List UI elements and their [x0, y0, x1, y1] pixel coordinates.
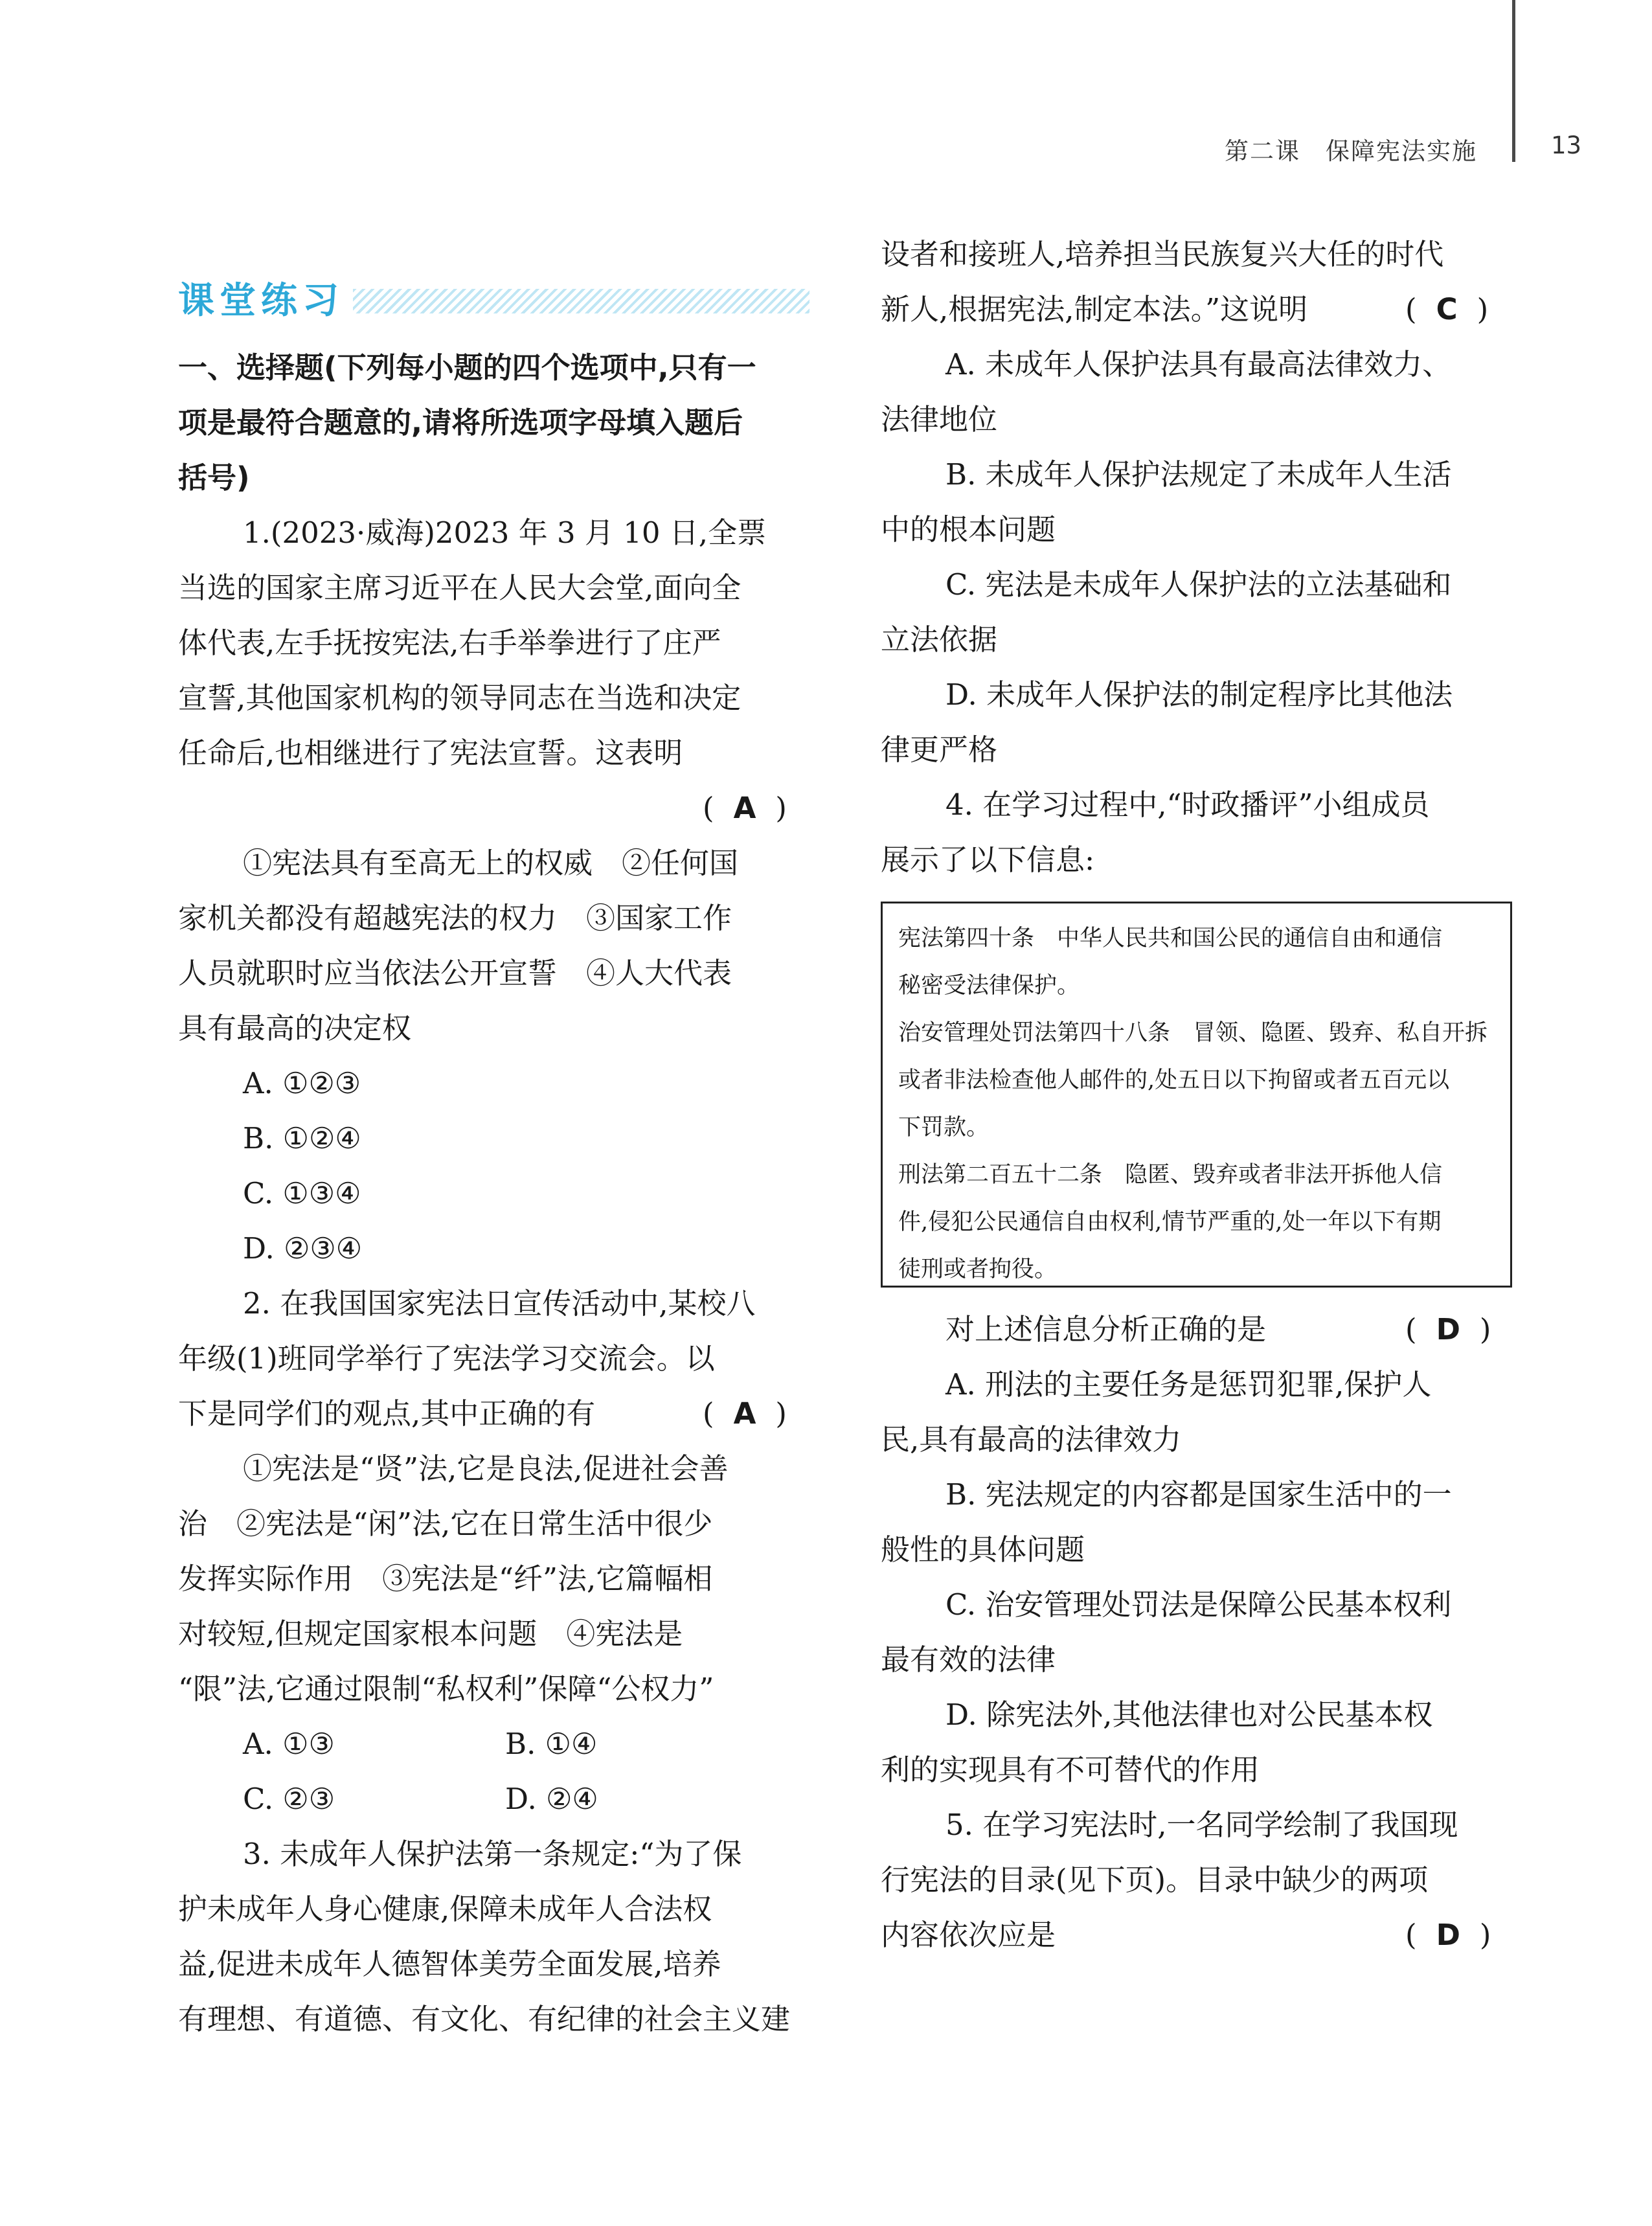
q3-option-c-cont: 立法依据: [881, 622, 998, 657]
info-box-line: 下罚款。: [898, 1115, 990, 1141]
q4-info-box: [881, 902, 1512, 1288]
q1-stem: 1.(2023·威海)2023 年 3 月 10 日,全票: [243, 516, 767, 550]
info-box-line: 治安管理处罚法第四十八条 冒领、隐匿、毁弃、私自开拆: [898, 1020, 1488, 1046]
q2-statement: 发挥实际作用 ③宪法是“纤”法,它篇幅相: [178, 1562, 713, 1596]
q1-stem: 当选的国家主席习近平在人民大会堂,面向全: [178, 571, 741, 605]
q3-option-d: D. 未成年人保护法的制定程序比其他法: [945, 677, 1453, 712]
q2-option-d: D. ②④: [505, 1782, 598, 1816]
q3-stem: 设者和接班人,培养担当民族复兴大任的时代: [881, 237, 1444, 271]
q2-stem: 2. 在我国国家宪法日宣传活动中,某校八: [243, 1286, 756, 1321]
q4-option-b-cont: 般性的具体问题: [881, 1532, 1085, 1567]
q1-statement: ①宪法具有至高无上的权威 ②任何国: [243, 846, 739, 880]
q3-answer: ( C ): [1405, 292, 1489, 326]
q5-answer: ( D ): [1405, 1918, 1491, 1952]
q4-stem: 展示了以下信息:: [881, 843, 1095, 877]
q1-stem: 体代表,左手抚按宪法,右手举拳进行了庄严: [178, 626, 721, 660]
q4-option-a: A. 刑法的主要任务是惩罚犯罪,保护人: [945, 1367, 1432, 1402]
q4-answer: ( D ): [1405, 1312, 1491, 1346]
q2-option-b: B. ①④: [505, 1727, 598, 1761]
running-header: 第二课 保障宪法实施: [1225, 137, 1477, 165]
q1-option-c: C. ①③④: [243, 1176, 361, 1210]
info-box-line: 件,侵犯公民通信自由权利,情节严重的,处一年以下有期: [898, 1209, 1442, 1235]
q1-statement: 家机关都没有超越宪法的权力 ③国家工作: [178, 901, 732, 935]
q3-stem: 护未成年人身心健康,保障未成年人合法权: [178, 1892, 712, 1926]
instructions-line: 项是最符合题意的,请将所选项字母填入题后: [178, 405, 743, 440]
q2-statement: “限”法,它通过限制“私权利”保障“公权力”: [178, 1672, 714, 1706]
header-divider: [1512, 0, 1515, 162]
q4-option-c: C. 治安管理处罚法是保障公民基本权利: [945, 1587, 1452, 1622]
q1-stem: 任命后,也相继进行了宪法宣誓。这表明: [178, 736, 683, 770]
q3-option-a-cont: 法律地位: [881, 402, 998, 437]
q1-statement: 具有最高的决定权: [178, 1011, 412, 1045]
q2-stem: 年级(1)班同学举行了宪法学习交流会。以: [178, 1341, 715, 1376]
q3-stem: 有理想、有道德、有文化、有纪律的社会主义建: [178, 2002, 791, 2036]
q1-option-b: B. ①②④: [243, 1121, 361, 1155]
q3-option-a: A. 未成年人保护法具有最高法律效力、: [945, 347, 1452, 381]
q1-option-d: D. ②③④: [243, 1231, 363, 1266]
q2-statement: ①宪法是“贤”法,它是良法,促进社会善: [243, 1451, 729, 1486]
q4-option-c-cont: 最有效的法律: [881, 1642, 1056, 1677]
q2-statement: 对较短,但规定国家根本问题 ④宪法是: [178, 1617, 683, 1651]
decorative-stripes: [353, 289, 809, 313]
instructions-line: 一、选择题(下列每小题的四个选项中,只有一: [178, 350, 756, 385]
q2-stem: 下是同学们的观点,其中正确的有: [178, 1396, 596, 1431]
q3-option-c: C. 宪法是未成年人保护法的立法基础和: [945, 567, 1452, 602]
q3-stem: 新人,根据宪法,制定本法。”这说明: [881, 292, 1308, 326]
q2-option-a: A. ①③: [243, 1727, 335, 1761]
section-heading: [178, 269, 809, 327]
q5-stem: 行宪法的目录(见下页)。目录中缺少的两项: [881, 1863, 1429, 1897]
instructions-line: 括号): [178, 460, 250, 495]
q3-stem: 益,促进未成年人德智体美劳全面发展,培养: [178, 1947, 721, 1981]
q2-statement: 治 ②宪法是“闲”法,它在日常生活中很少: [178, 1506, 713, 1541]
q3-stem: 3. 未成年人保护法第一条规定:“为了保: [243, 1837, 742, 1871]
q1-statement: 人员就职时应当依法公开宣誓 ④人大代表: [178, 956, 732, 990]
q3-option-b: B. 未成年人保护法规定了未成年人生活: [945, 457, 1452, 492]
q1-stem: 宣誓,其他国家机构的领导同志在当选和决定: [178, 681, 741, 715]
q4-option-d: D. 除宪法外,其他法律也对公民基本权: [945, 1698, 1433, 1732]
q2-answer: ( A ): [703, 1396, 787, 1431]
q4-stem: 4. 在学习过程中,“时政播评”小组成员: [945, 788, 1430, 822]
q1-option-a: A. ①②③: [243, 1066, 361, 1100]
q4-option-d-cont: 利的实现具有不可替代的作用: [881, 1753, 1260, 1787]
info-box-line: 宪法第四十条 中华人民共和国公民的通信自由和通信: [898, 926, 1443, 951]
info-box-line: 徒刑或者拘役。: [898, 1256, 1058, 1282]
info-box-line: 秘密受法律保护。: [898, 973, 1080, 999]
page-number: 13: [1551, 131, 1582, 159]
q3-option-b-cont: 中的根本问题: [881, 512, 1056, 547]
q4-prompt: 对上述信息分析正确的是: [945, 1312, 1267, 1346]
q4-option-b: B. 宪法规定的内容都是国家生活中的一: [945, 1477, 1452, 1512]
info-box-line: 或者非法检查他人邮件的,处五日以下拘留或者五百元以: [898, 1067, 1450, 1093]
q2-option-c: C. ②③: [243, 1782, 335, 1816]
q4-option-a-cont: 民,具有最高的法律效力: [881, 1422, 1182, 1457]
info-box-line: 刑法第二百五十二条 隐匿、毁弃或者非法开拆他人信: [898, 1162, 1443, 1188]
q1-answer: ( A ): [703, 791, 787, 825]
q5-stem: 内容依次应是: [881, 1918, 1056, 1952]
q3-option-d-cont: 律更严格: [881, 733, 998, 767]
section-title: 课堂练习: [178, 280, 344, 322]
q5-stem: 5. 在学习宪法时,一名同学绘制了我国现: [945, 1808, 1458, 1842]
